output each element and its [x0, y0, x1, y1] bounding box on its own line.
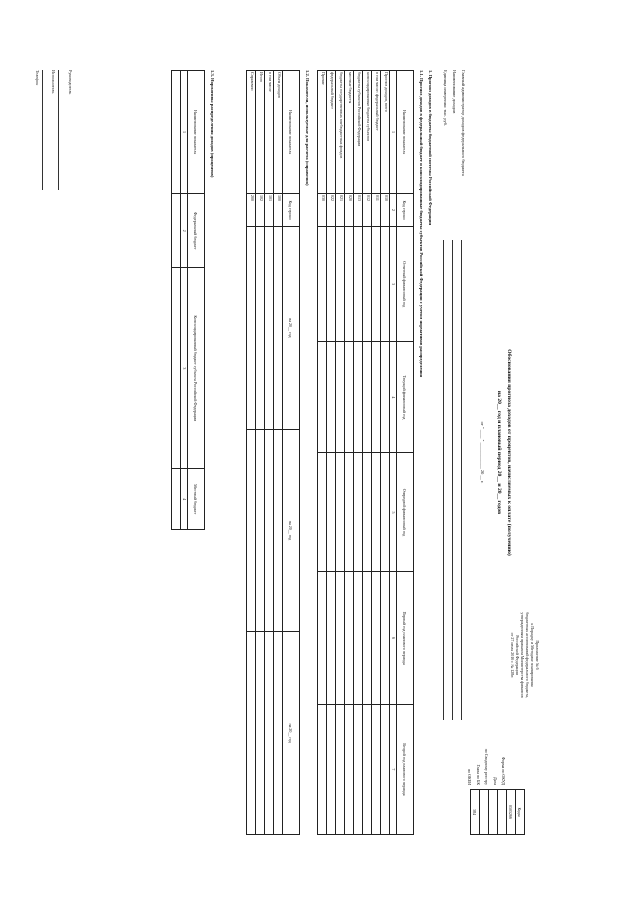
code-label: Форма по ОКУД [501, 756, 507, 785]
col-header: Первый год планового периода [397, 572, 414, 704]
appendix-line: Российской Федерации [515, 635, 520, 675]
codes-header: Коды [516, 790, 525, 835]
appendix-line: Приложение № 6 [535, 640, 540, 670]
section-heading: 1.1. Прогноз доходов в федеральный бюджет и консолидированные бюджеты субъектов Российской Федерации с учетом нормативов распределения [419, 70, 424, 378]
table-row: местные бюджеты 020 [345, 71, 354, 835]
col-number: 5 [390, 453, 397, 572]
meta-label: Наименование доходов [452, 70, 458, 114]
section-heading: 1.3. Нормативы распределения доходов (процентов) [210, 70, 215, 178]
table-row: бюджеты государственных внебюджетных фондов 021 [336, 71, 345, 835]
col-header: Федеральный бюджет [188, 194, 205, 268]
code-label: по Сводному реестру [484, 748, 490, 785]
col-header: Консолидированный бюджет субъекта Российской Федерации [188, 268, 205, 469]
col-header: Наименование показателя [397, 71, 414, 194]
date-line: от " ____ " ____________ 20 __ г. [480, 421, 485, 484]
document-title [492, 0, 512, 905]
code-value: 0505266 [507, 790, 516, 835]
table-row: в том числе: федеральный бюджет 011 [372, 71, 381, 835]
col-header: Текущий финансовый год [397, 342, 414, 453]
col-header: Код строки [283, 194, 300, 227]
title-line: на 20__ год и плановый период 20__ и 20__ годов [496, 390, 503, 515]
title-line: Обоснования прогноза доходов от процентов, начисляемых к оплате (получению) [506, 349, 512, 556]
appendix-line: утвержденным приказом Министерства финансов [520, 612, 525, 698]
col-header: Наименование показателя [188, 71, 205, 194]
col-number: 2 [181, 194, 188, 268]
table-row: Прочие 030 [318, 71, 327, 835]
col-header: Код строки [397, 194, 414, 227]
table-row: Прогноз доходов, всего 010 [381, 71, 390, 835]
col-number: 6 [390, 572, 397, 704]
col-header: Отчетный финансовый год [397, 227, 414, 342]
code-label: по ОКЕИ [467, 768, 473, 785]
col-header: на 20__ год [283, 227, 300, 430]
table-row: Объем доходов 100 [274, 71, 283, 835]
signature-label: Исполнитель [51, 70, 57, 94]
table-row: Итого 102 [256, 71, 265, 835]
col-number: 4 [181, 469, 188, 530]
appendix-line: от 27 июля 2016 г. № 128н [510, 632, 515, 678]
col-number: 2 [390, 194, 397, 227]
table-row: федеральный бюджет 022 [327, 71, 336, 835]
table-row: бюджеты субъектов Российской Федерации 013 [354, 71, 363, 835]
col-header: на 20__ год [283, 429, 300, 632]
table-row: консолидированные бюджеты субъектов 012 [363, 71, 372, 835]
meta-label: Главный администратор доходов федерального бюджета [461, 70, 467, 176]
section-heading: 1.2. Показатели, используемые для расчета (справочно) [305, 70, 310, 186]
indicators-table [246, 70, 300, 835]
code-value: 384 [471, 790, 480, 835]
table-row [172, 71, 181, 530]
distribution-table [171, 70, 205, 530]
col-number: 4 [390, 342, 397, 453]
appendix-line: к Порядку и Методике планирования [530, 623, 535, 687]
signatures-block [35, 70, 73, 520]
signature-label: Телефон [35, 70, 41, 86]
col-header: Очередной финансовый год [397, 453, 414, 572]
col-number: 1 [390, 71, 397, 194]
table-row: Справочно 200 [247, 71, 256, 835]
meta-label: Единица измерения: тыс. руб. [443, 70, 449, 126]
col-header: Второй год планового периода [397, 704, 414, 834]
col-number: 3 [390, 227, 397, 342]
forecast-table [317, 70, 414, 835]
code-label: Дата [493, 777, 498, 785]
col-number: 3 [181, 268, 188, 469]
table-row: в том числе 101 [265, 71, 274, 835]
col-number: 1 [181, 71, 188, 194]
section-heading: 1. Прогноз доходов в бюджеты бюджетной системы Российской Федерации [428, 70, 433, 225]
signature-label: Руководитель [67, 70, 73, 95]
col-header: Наименование показателя [283, 71, 300, 194]
col-header: Местный бюджет [188, 469, 205, 530]
appendix-line: бюджетных ассигнований федерального бюджета, [525, 612, 530, 698]
code-label: Глава по БК [476, 764, 481, 785]
meta-block [443, 70, 470, 720]
col-number: 7 [390, 704, 397, 834]
col-header: на 20__ год [283, 632, 300, 835]
